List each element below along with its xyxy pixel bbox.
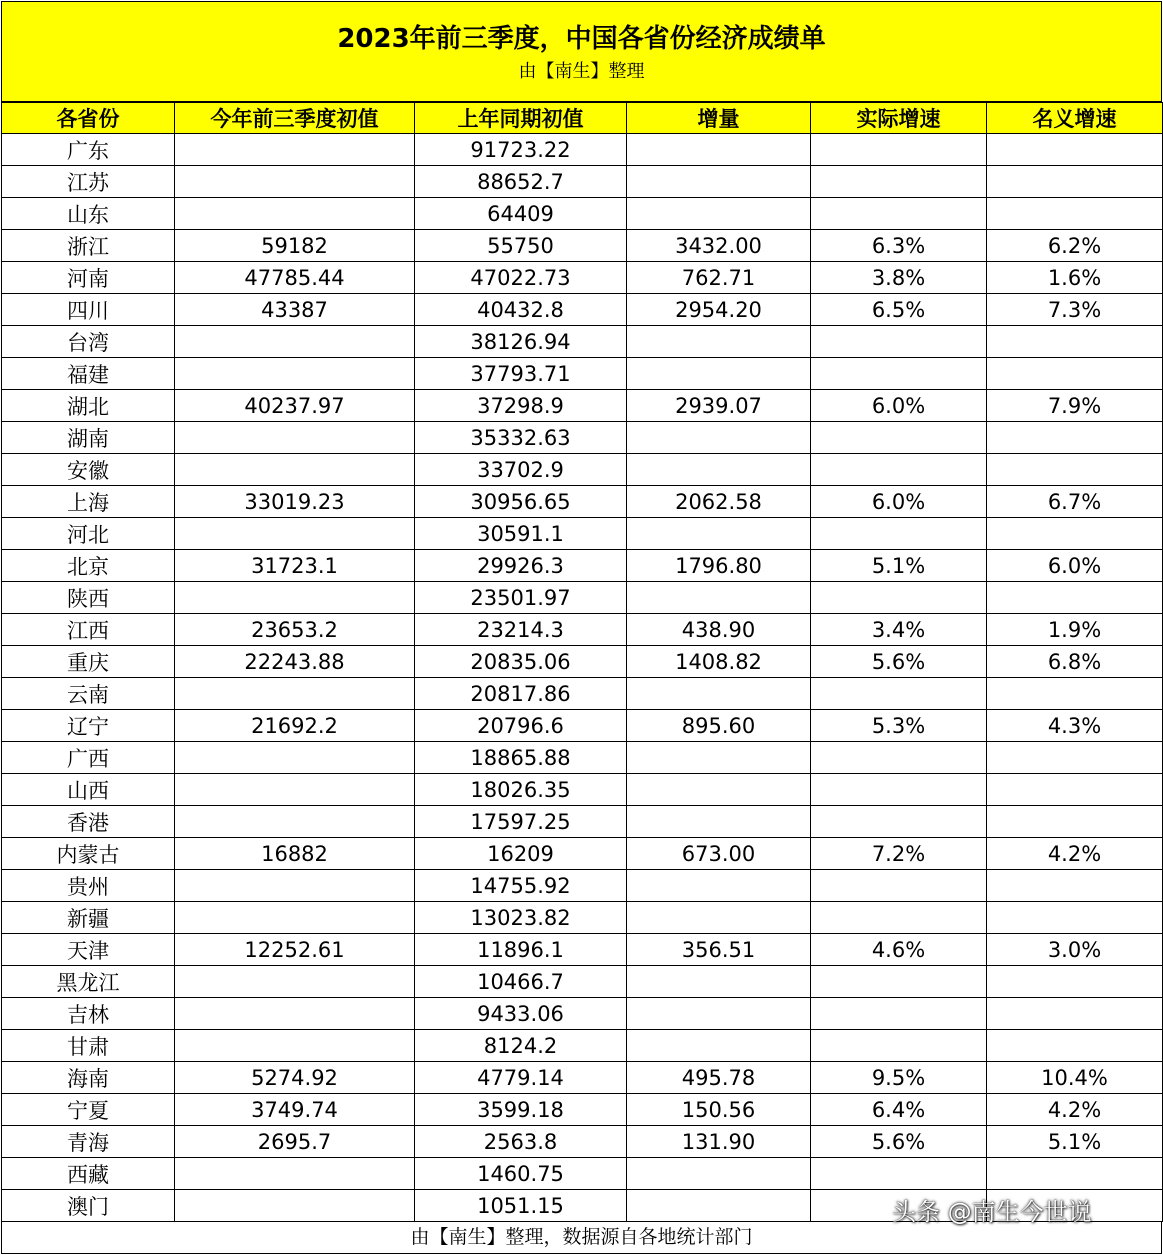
cell-gdp-2023q3 xyxy=(175,806,415,838)
cell-gdp-2023q3: 40237.97 xyxy=(175,390,415,422)
cell-increment xyxy=(627,166,811,198)
cell-gdp-2022q3: 33702.9 xyxy=(415,454,627,486)
table-row xyxy=(2,646,1163,678)
cell-nominal-growth xyxy=(987,678,1163,710)
cell-province: 北京 xyxy=(2,550,175,582)
cell-nominal-growth: 4.2% xyxy=(987,838,1163,870)
cell-real-growth: 7.2% xyxy=(811,838,987,870)
cell-gdp-2022q3: 4779.14 xyxy=(415,1062,627,1094)
cell-gdp-2022q3: 8124.2 xyxy=(415,1030,627,1062)
cell-nominal-growth xyxy=(987,326,1163,358)
footer-note: 由【南生】整理，数据源自各地统计部门 xyxy=(1,1222,1162,1254)
cell-gdp-2022q3: 13023.82 xyxy=(415,902,627,934)
cell-real-growth xyxy=(811,358,987,390)
cell-province: 江苏 xyxy=(2,166,175,198)
cell-real-growth: 5.6% xyxy=(811,646,987,678)
cell-real-growth: 6.0% xyxy=(811,390,987,422)
cell-real-growth: 6.5% xyxy=(811,294,987,326)
cell-increment: 356.51 xyxy=(627,934,811,966)
cell-gdp-2023q3: 59182 xyxy=(175,230,415,262)
table-row xyxy=(2,550,1163,582)
cell-increment: 3432.00 xyxy=(627,230,811,262)
cell-gdp-2023q3: 47785.44 xyxy=(175,262,415,294)
cell-increment: 762.71 xyxy=(627,262,811,294)
cell-nominal-growth xyxy=(987,1030,1163,1062)
cell-nominal-growth xyxy=(987,870,1163,902)
cell-increment xyxy=(627,806,811,838)
cell-province: 香港 xyxy=(2,806,175,838)
cell-nominal-growth: 10.4% xyxy=(987,1062,1163,1094)
cell-province: 广东 xyxy=(2,134,175,166)
cell-gdp-2022q3: 38126.94 xyxy=(415,326,627,358)
cell-province: 贵州 xyxy=(2,870,175,902)
table-row xyxy=(2,902,1163,934)
cell-province: 湖北 xyxy=(2,390,175,422)
page-subtitle: 由【南生】整理 xyxy=(518,61,645,82)
watermark: 头条 @南生今世说 xyxy=(892,1198,1092,1226)
cell-real-growth xyxy=(811,1030,987,1062)
cell-province: 湖南 xyxy=(2,422,175,454)
cell-province: 吉林 xyxy=(2,998,175,1030)
cell-province: 宁夏 xyxy=(2,1094,175,1126)
table-header-row xyxy=(2,103,1163,134)
cell-increment xyxy=(627,326,811,358)
cell-increment: 1408.82 xyxy=(627,646,811,678)
cell-province: 重庆 xyxy=(2,646,175,678)
cell-gdp-2023q3 xyxy=(175,582,415,614)
cell-gdp-2023q3 xyxy=(175,326,415,358)
table-row xyxy=(2,326,1163,358)
cell-gdp-2023q3 xyxy=(175,678,415,710)
cell-nominal-growth xyxy=(987,454,1163,486)
cell-gdp-2023q3 xyxy=(175,1190,415,1222)
cell-increment xyxy=(627,870,811,902)
cell-province: 浙江 xyxy=(2,230,175,262)
cell-province: 江西 xyxy=(2,614,175,646)
cell-gdp-2023q3 xyxy=(175,166,415,198)
cell-gdp-2022q3: 37298.9 xyxy=(415,390,627,422)
cell-gdp-2023q3 xyxy=(175,902,415,934)
cell-gdp-2023q3 xyxy=(175,358,415,390)
table-row xyxy=(2,1094,1163,1126)
table-row xyxy=(2,1158,1163,1190)
cell-province: 安徽 xyxy=(2,454,175,486)
cell-nominal-growth: 1.6% xyxy=(987,262,1163,294)
cell-gdp-2022q3: 35332.63 xyxy=(415,422,627,454)
cell-increment: 2939.07 xyxy=(627,390,811,422)
cell-nominal-growth xyxy=(987,774,1163,806)
cell-gdp-2022q3: 20835.06 xyxy=(415,646,627,678)
cell-gdp-2022q3: 30591.1 xyxy=(415,518,627,550)
cell-gdp-2022q3: 55750 xyxy=(415,230,627,262)
cell-increment xyxy=(627,454,811,486)
table-row xyxy=(2,358,1163,390)
cell-nominal-growth xyxy=(987,582,1163,614)
cell-gdp-2022q3: 2563.8 xyxy=(415,1126,627,1158)
cell-increment xyxy=(627,774,811,806)
cell-gdp-2023q3: 16882 xyxy=(175,838,415,870)
table-row xyxy=(2,1126,1163,1158)
cell-province: 山东 xyxy=(2,198,175,230)
table-row xyxy=(2,870,1163,902)
cell-nominal-growth: 6.8% xyxy=(987,646,1163,678)
cell-gdp-2023q3: 2695.7 xyxy=(175,1126,415,1158)
cell-gdp-2022q3: 64409 xyxy=(415,198,627,230)
cell-increment xyxy=(627,1030,811,1062)
cell-province: 山西 xyxy=(2,774,175,806)
cell-nominal-growth: 4.3% xyxy=(987,710,1163,742)
cell-nominal-growth xyxy=(987,134,1163,166)
cell-province: 黑龙江 xyxy=(2,966,175,998)
cell-gdp-2023q3: 43387 xyxy=(175,294,415,326)
cell-province: 云南 xyxy=(2,678,175,710)
table-row xyxy=(2,838,1163,870)
table-row xyxy=(2,518,1163,550)
cell-gdp-2022q3: 30956.65 xyxy=(415,486,627,518)
table-row xyxy=(2,198,1163,230)
cell-gdp-2023q3 xyxy=(175,518,415,550)
cell-province: 上海 xyxy=(2,486,175,518)
cell-increment: 1796.80 xyxy=(627,550,811,582)
cell-real-growth xyxy=(811,774,987,806)
table-row xyxy=(2,710,1163,742)
cell-gdp-2023q3 xyxy=(175,198,415,230)
cell-increment xyxy=(627,1190,811,1222)
cell-nominal-growth: 6.7% xyxy=(987,486,1163,518)
cell-gdp-2022q3: 1051.15 xyxy=(415,1190,627,1222)
cell-real-growth: 5.3% xyxy=(811,710,987,742)
cell-real-growth xyxy=(811,198,987,230)
cell-province: 新疆 xyxy=(2,902,175,934)
cell-increment xyxy=(627,998,811,1030)
cell-province: 辽宁 xyxy=(2,710,175,742)
cell-gdp-2022q3: 29926.3 xyxy=(415,550,627,582)
cell-nominal-growth: 7.3% xyxy=(987,294,1163,326)
cell-increment xyxy=(627,1158,811,1190)
table-row xyxy=(2,422,1163,454)
cell-real-growth xyxy=(811,166,987,198)
cell-gdp-2023q3: 22243.88 xyxy=(175,646,415,678)
cell-gdp-2022q3: 3599.18 xyxy=(415,1094,627,1126)
table-row xyxy=(2,230,1163,262)
cell-real-growth: 3.4% xyxy=(811,614,987,646)
cell-province: 河南 xyxy=(2,262,175,294)
cell-province: 甘肃 xyxy=(2,1030,175,1062)
cell-gdp-2023q3 xyxy=(175,966,415,998)
column-header-nominal-growth: 名义增速 xyxy=(987,103,1163,134)
cell-gdp-2022q3: 20796.6 xyxy=(415,710,627,742)
cell-real-growth xyxy=(811,966,987,998)
cell-increment: 2954.20 xyxy=(627,294,811,326)
cell-province: 陕西 xyxy=(2,582,175,614)
table-row xyxy=(2,966,1163,998)
cell-real-growth xyxy=(811,870,987,902)
table-row xyxy=(2,454,1163,486)
cell-province: 台湾 xyxy=(2,326,175,358)
cell-real-growth xyxy=(811,902,987,934)
title-banner xyxy=(1,1,1162,102)
table-row xyxy=(2,1062,1163,1094)
cell-gdp-2022q3: 11896.1 xyxy=(415,934,627,966)
cell-nominal-growth xyxy=(987,902,1163,934)
cell-real-growth xyxy=(811,806,987,838)
table-row xyxy=(2,774,1163,806)
cell-real-growth xyxy=(811,326,987,358)
cell-province: 澳门 xyxy=(2,1190,175,1222)
cell-real-growth xyxy=(811,678,987,710)
gdp-table xyxy=(1,102,1163,1222)
cell-increment: 495.78 xyxy=(627,1062,811,1094)
table-row xyxy=(2,806,1163,838)
cell-real-growth xyxy=(811,582,987,614)
table-row xyxy=(2,486,1163,518)
cell-increment xyxy=(627,198,811,230)
cell-gdp-2023q3 xyxy=(175,742,415,774)
cell-increment: 895.60 xyxy=(627,710,811,742)
cell-nominal-growth: 3.0% xyxy=(987,934,1163,966)
table-row xyxy=(2,166,1163,198)
cell-increment: 150.56 xyxy=(627,1094,811,1126)
table-row xyxy=(2,582,1163,614)
cell-nominal-growth xyxy=(987,1158,1163,1190)
cell-province: 内蒙古 xyxy=(2,838,175,870)
cell-gdp-2023q3 xyxy=(175,774,415,806)
cell-gdp-2022q3: 14755.92 xyxy=(415,870,627,902)
cell-province: 海南 xyxy=(2,1062,175,1094)
cell-nominal-growth xyxy=(987,806,1163,838)
cell-nominal-growth: 7.9% xyxy=(987,390,1163,422)
cell-real-growth: 5.1% xyxy=(811,550,987,582)
cell-gdp-2022q3: 16209 xyxy=(415,838,627,870)
cell-gdp-2022q3: 18026.35 xyxy=(415,774,627,806)
cell-increment xyxy=(627,358,811,390)
cell-nominal-growth xyxy=(987,518,1163,550)
column-header-province: 各省份 xyxy=(2,103,175,134)
table-row xyxy=(2,1030,1163,1062)
table-row xyxy=(2,294,1163,326)
cell-increment xyxy=(627,134,811,166)
cell-gdp-2023q3: 5274.92 xyxy=(175,1062,415,1094)
cell-increment xyxy=(627,678,811,710)
cell-gdp-2022q3: 40432.8 xyxy=(415,294,627,326)
cell-real-growth xyxy=(811,454,987,486)
cell-real-growth: 9.5% xyxy=(811,1062,987,1094)
cell-gdp-2022q3: 18865.88 xyxy=(415,742,627,774)
cell-gdp-2023q3: 31723.1 xyxy=(175,550,415,582)
cell-real-growth xyxy=(811,742,987,774)
cell-increment: 131.90 xyxy=(627,1126,811,1158)
column-header-increment: 增量 xyxy=(627,103,811,134)
column-header-gdp-2023q3: 今年前三季度初值 xyxy=(175,103,415,134)
cell-province: 天津 xyxy=(2,934,175,966)
cell-gdp-2022q3: 23501.97 xyxy=(415,582,627,614)
cell-gdp-2023q3 xyxy=(175,454,415,486)
cell-province: 青海 xyxy=(2,1126,175,1158)
table-row xyxy=(2,134,1163,166)
cell-province: 河北 xyxy=(2,518,175,550)
cell-gdp-2022q3: 88652.7 xyxy=(415,166,627,198)
cell-real-growth xyxy=(811,1158,987,1190)
cell-province: 四川 xyxy=(2,294,175,326)
cell-real-growth xyxy=(811,518,987,550)
cell-nominal-growth: 6.2% xyxy=(987,230,1163,262)
cell-gdp-2023q3 xyxy=(175,422,415,454)
cell-nominal-growth xyxy=(987,358,1163,390)
cell-gdp-2023q3 xyxy=(175,1030,415,1062)
table-row xyxy=(2,998,1163,1030)
cell-nominal-growth xyxy=(987,966,1163,998)
cell-gdp-2022q3: 20817.86 xyxy=(415,678,627,710)
table-row xyxy=(2,262,1163,294)
cell-nominal-growth: 6.0% xyxy=(987,550,1163,582)
cell-increment xyxy=(627,966,811,998)
cell-gdp-2022q3: 37793.71 xyxy=(415,358,627,390)
table-row xyxy=(2,614,1163,646)
cell-real-growth xyxy=(811,998,987,1030)
cell-gdp-2023q3: 3749.74 xyxy=(175,1094,415,1126)
cell-gdp-2023q3: 12252.61 xyxy=(175,934,415,966)
cell-gdp-2022q3: 1460.75 xyxy=(415,1158,627,1190)
cell-real-growth: 5.6% xyxy=(811,1126,987,1158)
cell-real-growth: 4.6% xyxy=(811,934,987,966)
cell-gdp-2023q3: 33019.23 xyxy=(175,486,415,518)
cell-gdp-2022q3: 47022.73 xyxy=(415,262,627,294)
cell-province: 广西 xyxy=(2,742,175,774)
cell-gdp-2023q3: 23653.2 xyxy=(175,614,415,646)
column-header-gdp-2022q3: 上年同期初值 xyxy=(415,103,627,134)
cell-gdp-2022q3: 91723.22 xyxy=(415,134,627,166)
table-row xyxy=(2,934,1163,966)
column-header-real-growth: 实际增速 xyxy=(811,103,987,134)
cell-gdp-2022q3: 9433.06 xyxy=(415,998,627,1030)
cell-nominal-growth: 5.1% xyxy=(987,1126,1163,1158)
cell-increment: 2062.58 xyxy=(627,486,811,518)
cell-real-growth xyxy=(811,134,987,166)
cell-increment xyxy=(627,582,811,614)
cell-nominal-growth xyxy=(987,742,1163,774)
cell-real-growth xyxy=(811,422,987,454)
cell-gdp-2023q3 xyxy=(175,998,415,1030)
cell-real-growth: 6.3% xyxy=(811,230,987,262)
cell-increment xyxy=(627,422,811,454)
cell-real-growth: 6.0% xyxy=(811,486,987,518)
cell-gdp-2023q3 xyxy=(175,870,415,902)
cell-gdp-2022q3: 17597.25 xyxy=(415,806,627,838)
page-title: 2023年前三季度，中国各省份经济成绩单 xyxy=(337,24,826,54)
cell-province: 西藏 xyxy=(2,1158,175,1190)
cell-province: 福建 xyxy=(2,358,175,390)
cell-nominal-growth: 4.2% xyxy=(987,1094,1163,1126)
cell-nominal-growth xyxy=(987,166,1163,198)
table-row xyxy=(2,390,1163,422)
cell-nominal-growth xyxy=(987,198,1163,230)
cell-gdp-2023q3: 21692.2 xyxy=(175,710,415,742)
cell-increment: 673.00 xyxy=(627,838,811,870)
table-row xyxy=(2,678,1163,710)
cell-increment xyxy=(627,742,811,774)
cell-real-growth: 3.8% xyxy=(811,262,987,294)
cell-nominal-growth: 1.9% xyxy=(987,614,1163,646)
cell-increment xyxy=(627,518,811,550)
cell-real-growth: 6.4% xyxy=(811,1094,987,1126)
cell-nominal-growth xyxy=(987,422,1163,454)
cell-increment xyxy=(627,902,811,934)
cell-gdp-2022q3: 10466.7 xyxy=(415,966,627,998)
cell-gdp-2022q3: 23214.3 xyxy=(415,614,627,646)
table-body xyxy=(2,134,1163,1222)
table-row xyxy=(2,742,1163,774)
cell-gdp-2023q3 xyxy=(175,1158,415,1190)
cell-increment: 438.90 xyxy=(627,614,811,646)
cell-nominal-growth xyxy=(987,998,1163,1030)
cell-gdp-2023q3 xyxy=(175,134,415,166)
